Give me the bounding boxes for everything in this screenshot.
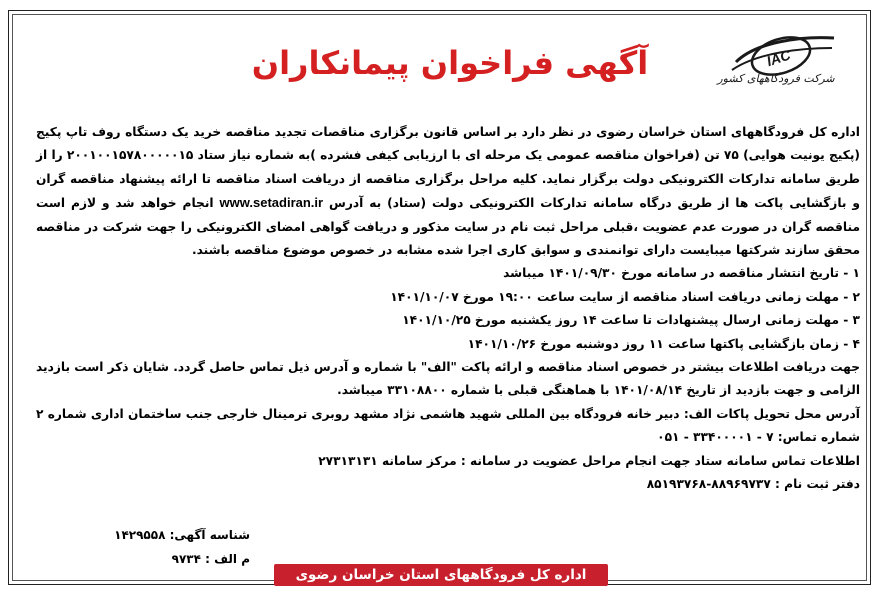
ad-id: شناسه آگهی: ۱۴۲۹۵۵۸ [114, 528, 250, 542]
contact-info: اطلاعات تماس سامانه ستاد جهت انجام مراحل عضویت در سامانه : مرکز سامانه ۲۷۳۱۳۱۳۱ [318, 453, 860, 468]
list-item: ۳ - مهلت زمانی ارسال پیشنهادات تا ساعت ۱۴ روز یکشنبه مورخ ۱۴۰۱/۱۰/۲۵ [402, 313, 860, 328]
intro-part-1: اداره کل فرودگاههای استان خراسان رضوی در نظر دارد بر اساس قانون برگزاری مناقصات تجدید مناقصه خرید یک دستگاه روف تاپ پکیج (پکیج یونیت هوایی) ۷۵ تن (فراخوان مناقصه عمومی یک مرحله ای با ارزیابی کیفی فشرده )به شماره نیاز ستاد ۲۰۰۱۰۰۱۵۷۸۰۰۰۰۰۱۵ را از طریق سامانه تدارکات الکترونیکی دولت برگزار نماید. کلیه مراحل برگزاری مناقصه از دریافت اسناد مناقصه تا ارائه پیشنهاد مناقصه گران و بازگشایی پاکت ها از طریق درگاه سامانه تدارکات الکترونیکی دولت (ستاد) به آدرس [36, 125, 860, 211]
list-item: ۱ - تاریخ انتشار مناقصه در سامانه مورخ ۱۴۰۱/۰۹/۳۰ میباشد [503, 266, 860, 281]
footer-banner: اداره کل فرودگاههای استان خراسان رضوی [274, 564, 608, 586]
list-item: ۴ - زمان بازگشایی پاکتها ساعت ۱۱ روز دوشنبه مورخ ۱۴۰۱/۱۰/۲۶ [467, 336, 860, 351]
announcement-body [36, 121, 860, 497]
ad-ref: م الف : ۹۷۳۴ [171, 552, 250, 566]
intro-paragraph [36, 121, 860, 262]
logo-caption: شرکت فرودگاههای کشور [717, 72, 835, 85]
delivery-address: آدرس محل تحویل پاکات الف: دبیر خانه فرودگاه بین المللی شهید هاشمی نژاد مشهد روبری ترمینال خارجی جنب ساختمان اداری شماره ۲ شماره تماس: ۷ - ۳۳۴۰۰۰۰۱ - ۰۵۱ [36, 406, 860, 445]
visit-note: جهت دریافت اطلاعات بیشتر در خصوص اسناد مناقصه و ارائه پاکت "الف" با شماره و آدرس ذیل تماس حاصل گردد. شایان ذکر است بازدید الزامی و جهت بازدید از تاریخ ۱۴۰۱/۰۸/۱۴ با هماهنگی قبلی با شماره ۳۳۱۰۸۸۰۰ میباشد. [36, 360, 860, 398]
registry-office: دفتر ثبت نام : ۸۸۹۶۹۷۳۷-۸۵۱۹۳۷۶۸ [646, 477, 860, 492]
page-title: آگهی فراخوان پیمانکاران [251, 44, 649, 82]
list-item: ۲ - مهلت زمانی دریافت اسناد مناقصه از سایت ساعت ۱۹:۰۰ مورخ ۱۴۰۱/۱۰/۰۷ [390, 289, 860, 304]
logo-emblem-text: IAC [764, 46, 793, 70]
ad-identifiers [80, 523, 250, 571]
intro-part-2: انجام خواهد شد و لازم است مناقصه گران در صورت عدم عضویت ،قبلی مراحل ثبت نام در سایت مذکور و دریافت گواهی امضای الکترونیکی را جهت شرکت در مناقصه محقق سازند شرکتها میبایست دارای توانمندی و سوابق کاری اجرا شده مشابه در خصوص موضوع مناقصه باشند. [36, 196, 860, 258]
airports-company-logo [706, 24, 846, 96]
website-link[interactable]: www.setadiran.ir [219, 195, 324, 211]
